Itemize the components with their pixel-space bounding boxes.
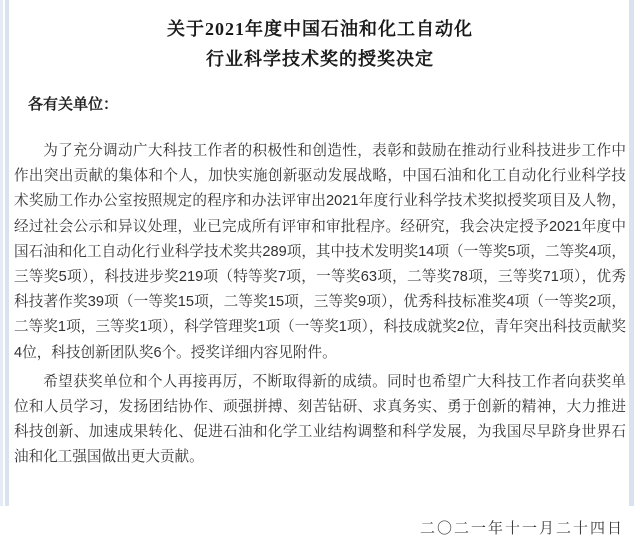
salutation: 各有关单位： <box>28 96 119 113</box>
left-edge-stripe-inner <box>5 0 9 506</box>
notice-document <box>14 0 626 538</box>
body-paragraph-1: 为了充分调动广大科技工作者的积极性和创造性，表彰和鼓励在推动行业科技进步工作中作出突出贡献的集体和个人，加快实施创新驱动发展战略，中国石油和化工自动化行业科学技术奖励工作办公室按照规定的程序和办法评审出2021年度行业科学技术奖拟授奖项目及人物，经过社会公示和异议处理，业已完成所有评审和审批程序。经研究，我会决定授予2021年度中国石油和化工自动化行业科学技术奖共289项，其中技术发明奖14项（一等奖5项，二等奖4项，三等奖5项），科技进步奖219项（特等奖7项，一等奖63项，二等奖78项，三等奖71项），优秀科技著作奖39项（一等奖15项，二等奖15项，三等奖9项），优秀科技标准奖4项（一等奖2项，二等奖1项，三等奖1项），科学管理奖1项（一等奖1项），科技成就奖2位，青年突出科技贡献奖4位，科技创新团队奖6个。授奖详细内容见附件。 <box>14 143 626 361</box>
body-paragraph-2: 希望获奖单位和个人再接再厉，不断取得新的成绩。同时也希望广大科技工作者向获奖单位和人员学习，发扬团结协作、顽强拼搏、刻苦钻研、求真务实、勇于创新的精神，大力推进科技创新、加速成果转化、促进石油和化学工业结构调整和科学发展，为我国尽早跻身世界石油和化工强国做出更大贡献。 <box>14 373 626 466</box>
left-edge-stripe-outer <box>0 0 3 506</box>
right-edge-stripe <box>629 0 634 506</box>
signature-date: 二〇二一年十一月二十四日 <box>419 520 624 537</box>
document-title <box>14 14 626 74</box>
document-title-line-1: 关于2021年度中国石油和化工自动化 <box>167 19 473 39</box>
document-title-line-2: 行业科学技术奖的授奖决定 <box>206 49 434 69</box>
